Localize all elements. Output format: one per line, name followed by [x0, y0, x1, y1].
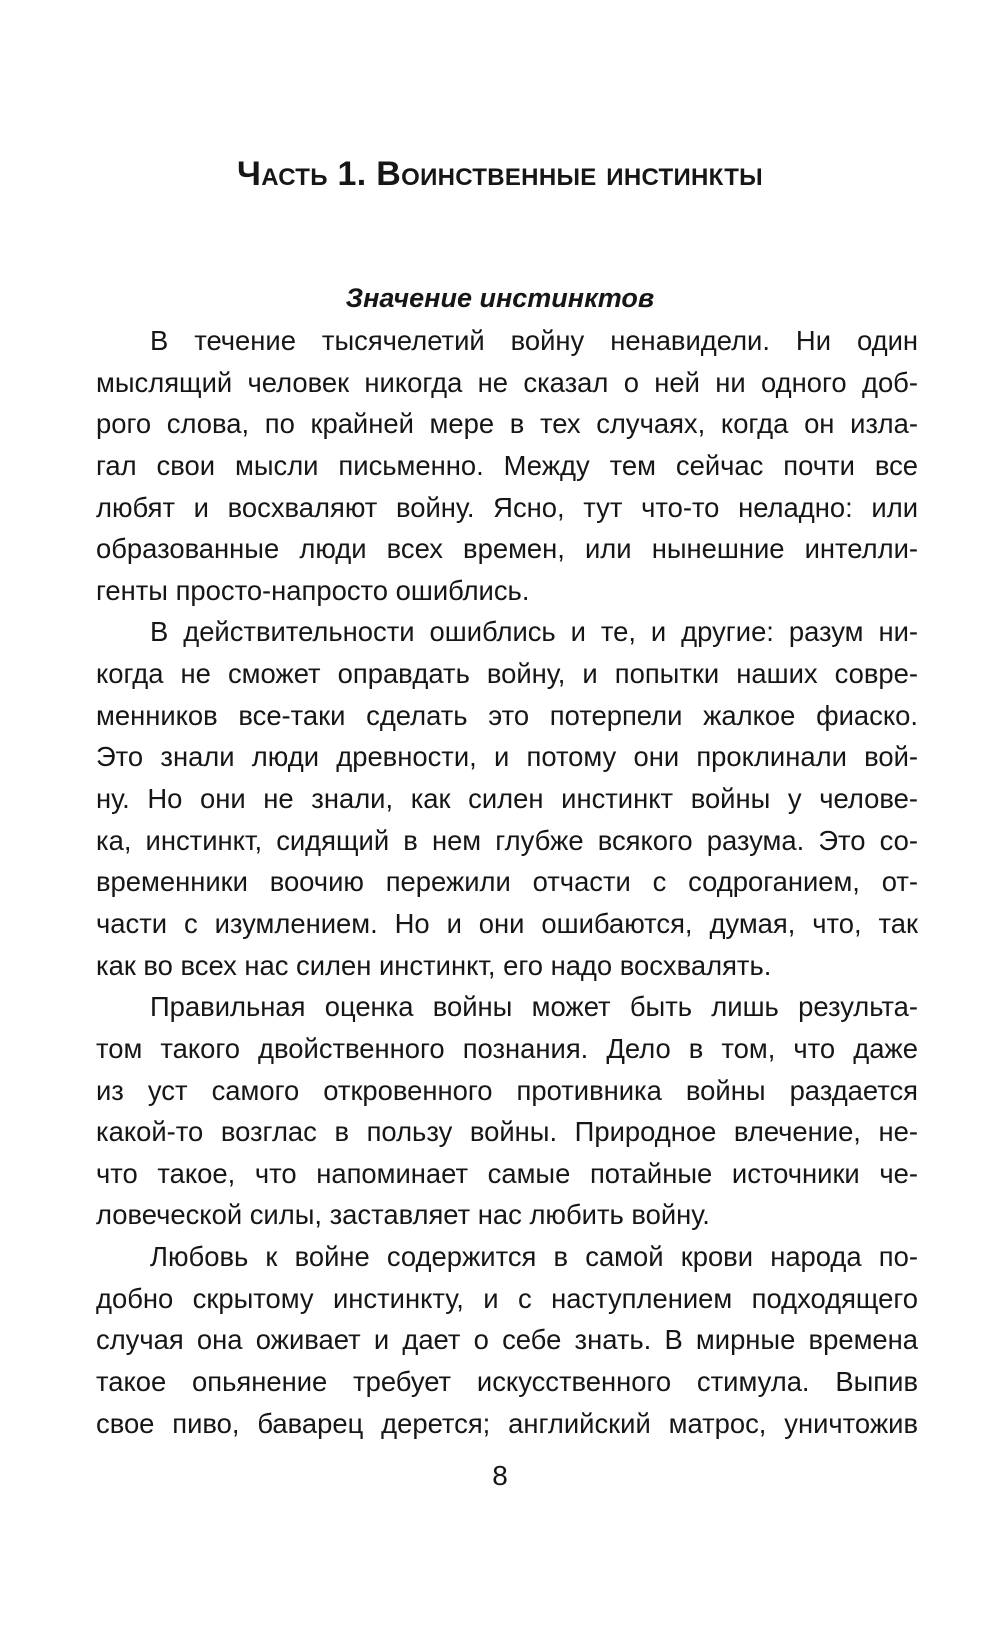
text-line: образованные люди всех времен, или нынешние интелли- — [96, 533, 918, 565]
text-line: любят и восхваляют войну. Ясно, тут что-то неладно: или — [96, 491, 918, 523]
text-line: рого слова, по крайней мере в тех случаях, когда он изла- — [96, 408, 918, 440]
text-line: менников все-таки сделать это потерпели жалкое фиаско. — [96, 699, 918, 731]
text-line: В действительности ошиблись и те, и другие: разум ни- — [150, 616, 918, 648]
text-line: мыслящий человек никогда не сказал о ней ни одного доб- — [96, 366, 918, 398]
text-line: Любовь к войне содержится в самой крови народа по- — [150, 1241, 918, 1273]
text-line: такое опьянение требует искусственного стимула. Выпив — [96, 1366, 918, 1398]
text-line: части с изумлением. Но и они ошибаются, думая, что, так — [96, 907, 918, 939]
body-text — [96, 320, 918, 1444]
text-line: случая она оживает и дает о себе знать. В мирные времена — [96, 1324, 918, 1356]
text-line: временники воочию пережили отчасти с содроганием, от- — [96, 866, 918, 898]
text-line: как во всех нас силен инстинкт, его надо восхвалять. — [96, 949, 772, 981]
chapter-title: Часть 1. Воинственные инстинкты — [237, 155, 763, 193]
text-line: Правильная оценка войны может быть лишь результа- — [150, 991, 918, 1023]
text-line: том такого двойственного познания. Дело в том, что даже — [96, 1032, 918, 1064]
text-line: гал свои мысли письменно. Между тем сейчас почти все — [96, 449, 918, 481]
text-line: генты просто-напросто ошиблись. — [96, 574, 530, 606]
text-line: свое пиво, баварец дерется; английский матрос, уничтожив — [96, 1407, 918, 1439]
text-line: Это знали люди древности, и потому они проклинали вой- — [96, 741, 918, 773]
text-line: когда не сможет оправдать войну, и попытки наших совре- — [96, 658, 918, 690]
text-line: какой-то возглас в пользу войны. Природное влечение, не- — [96, 1116, 918, 1148]
page-number: 8 — [492, 1460, 508, 1491]
text-line: что такое, что напоминает самые потайные источники че- — [96, 1157, 918, 1189]
text-line: ловеческой силы, заставляет нас любить войну. — [96, 1199, 710, 1231]
text-line: ка, инстинкт, сидящий в нем глубже всякого разума. Это со- — [96, 824, 918, 856]
section-title: Значение инстинктов — [345, 283, 655, 313]
text-line: ну. Но они не знали, как силен инстинкт войны у челове- — [96, 783, 918, 815]
text-line: добно скрытому инстинкту, и с наступлением подходящего — [96, 1282, 918, 1314]
text-line: из уст самого откровенного противника войны раздается — [96, 1074, 918, 1106]
text-line: В течение тысячелетий войну ненавидели. Ни один — [150, 325, 918, 356]
